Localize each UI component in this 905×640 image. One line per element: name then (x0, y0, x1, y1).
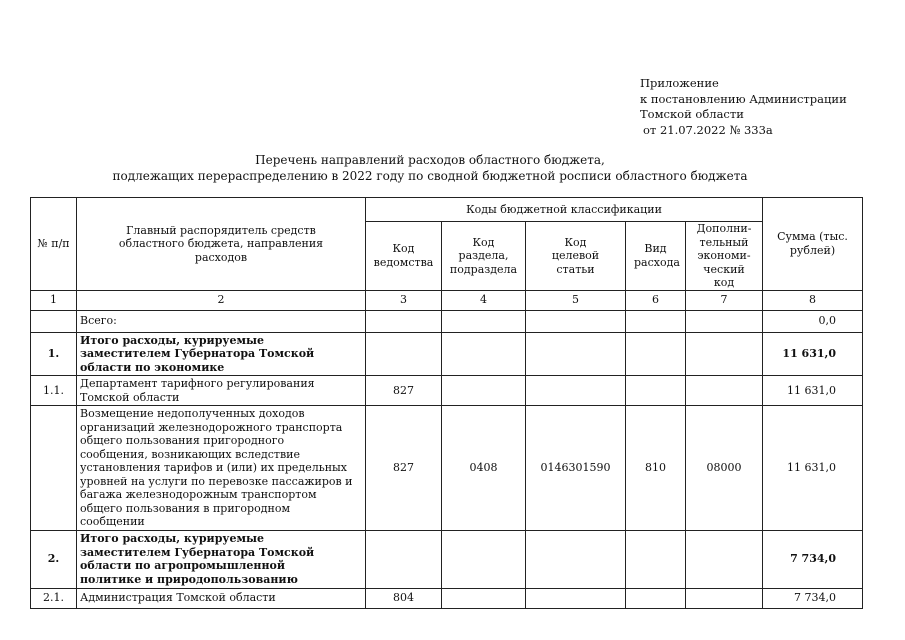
row-dept-code: 827 (366, 406, 442, 531)
row-section-code (442, 376, 526, 406)
row-section-code: 0408 (442, 406, 526, 531)
row-section-code (442, 530, 526, 588)
row-num: 2. (31, 530, 77, 588)
row-dept-code (366, 332, 442, 376)
header-additional-code: Дополни-тельный экономи-ческий код (686, 222, 763, 291)
row-target-code (526, 332, 626, 376)
row-dept-code: 804 (366, 588, 442, 608)
row-econ-code: 08000 (686, 406, 763, 531)
row-num: 1.1. (31, 376, 77, 406)
row-expense-type (626, 332, 686, 376)
col-number: 2 (77, 290, 366, 310)
header-dept-code: Код ведомства (366, 222, 442, 291)
col-number: 7 (686, 290, 763, 310)
row-expense-type (626, 530, 686, 588)
row-expense-type (626, 376, 686, 406)
row-section-code (442, 588, 526, 608)
row-econ-code (686, 332, 763, 376)
row-expense-type: 810 (626, 406, 686, 531)
row-dept-code (366, 530, 442, 588)
col-number: 8 (763, 290, 863, 310)
header-codes-group: Коды бюджетной классификации (366, 198, 763, 222)
header-target-code: Код целевой статьи (526, 222, 626, 291)
col-number: 5 (526, 290, 626, 310)
row-sum: 11 631,0 (763, 406, 863, 531)
table-row (31, 588, 863, 608)
appendix-date-line: от 21.07.2022 № 333а (643, 122, 773, 137)
row-sum: 7 734,0 (763, 530, 863, 588)
row-target-code (526, 588, 626, 608)
row-dept-code: 827 (366, 376, 442, 406)
row-num (31, 406, 77, 531)
table-row (31, 406, 863, 531)
row-econ-code (686, 376, 763, 406)
row-text: Администрация Томской области (77, 588, 366, 608)
col-number: 3 (366, 290, 442, 310)
table-row (31, 530, 863, 588)
appendix-line: Приложение (640, 76, 719, 90)
row-target-code (526, 530, 626, 588)
row-sum: 7 734,0 (763, 588, 863, 608)
table-row (31, 332, 863, 376)
title-line: Перечень направлений расходов областного бюджета, (255, 153, 605, 167)
document-title (0, 152, 860, 184)
row-target-code: 0146301590 (526, 406, 626, 531)
row-sum: 11 631,0 (763, 332, 863, 376)
header-main: Главный распорядитель средств областного бюджета, направления расходов (77, 198, 366, 291)
row-num: 1. (31, 332, 77, 376)
title-line: подлежащих перераспределению в 2022 году по сводной бюджетной росписи областного бюджета (112, 169, 748, 183)
row-num: 2.1. (31, 588, 77, 608)
budget-table (30, 197, 863, 609)
total-label: Всего: (77, 310, 366, 332)
row-sum: 11 631,0 (763, 376, 863, 406)
row-target-code (526, 376, 626, 406)
appendix-line: к постановлению Администрации (640, 91, 847, 106)
row-text: Возмещение недополученных доходов организаций железнодорожного транспорта общего пользования пригородного сообщения, возникающих вследствие установления тарифов и (или) их предельных уровней на услуги по перевозке пассажиров и багажа железнодорожным транспортом общего пользования в пригородном сообщении (77, 406, 366, 531)
row-expense-type (626, 588, 686, 608)
header-sum: Сумма (тыс. рублей) (763, 198, 863, 291)
total-sum: 0,0 (763, 310, 863, 332)
header-num: № п/п (31, 198, 77, 291)
row-text: Итого расходы, курируемые заместителем Губернатора Томской области по агропромышленной политике и природопользованию (77, 530, 366, 588)
row-text: Итого расходы, курируемые заместителем Губернатора Томской области по экономике (77, 332, 366, 376)
col-number: 4 (442, 290, 526, 310)
row-econ-code (686, 530, 763, 588)
appendix-line: Томской области (640, 107, 744, 121)
row-section-code (442, 332, 526, 376)
appendix-block (640, 76, 847, 138)
row-econ-code (686, 588, 763, 608)
row-text: Департамент тарифного регулирования Томской области (77, 376, 366, 406)
table-row (31, 376, 863, 406)
header-section-code: Код раздела, подраздела (442, 222, 526, 291)
col-number: 6 (626, 290, 686, 310)
total-row (31, 310, 863, 332)
header-expense-type: Вид расхода (626, 222, 686, 291)
col-number: 1 (31, 290, 77, 310)
column-number-row (31, 290, 863, 310)
